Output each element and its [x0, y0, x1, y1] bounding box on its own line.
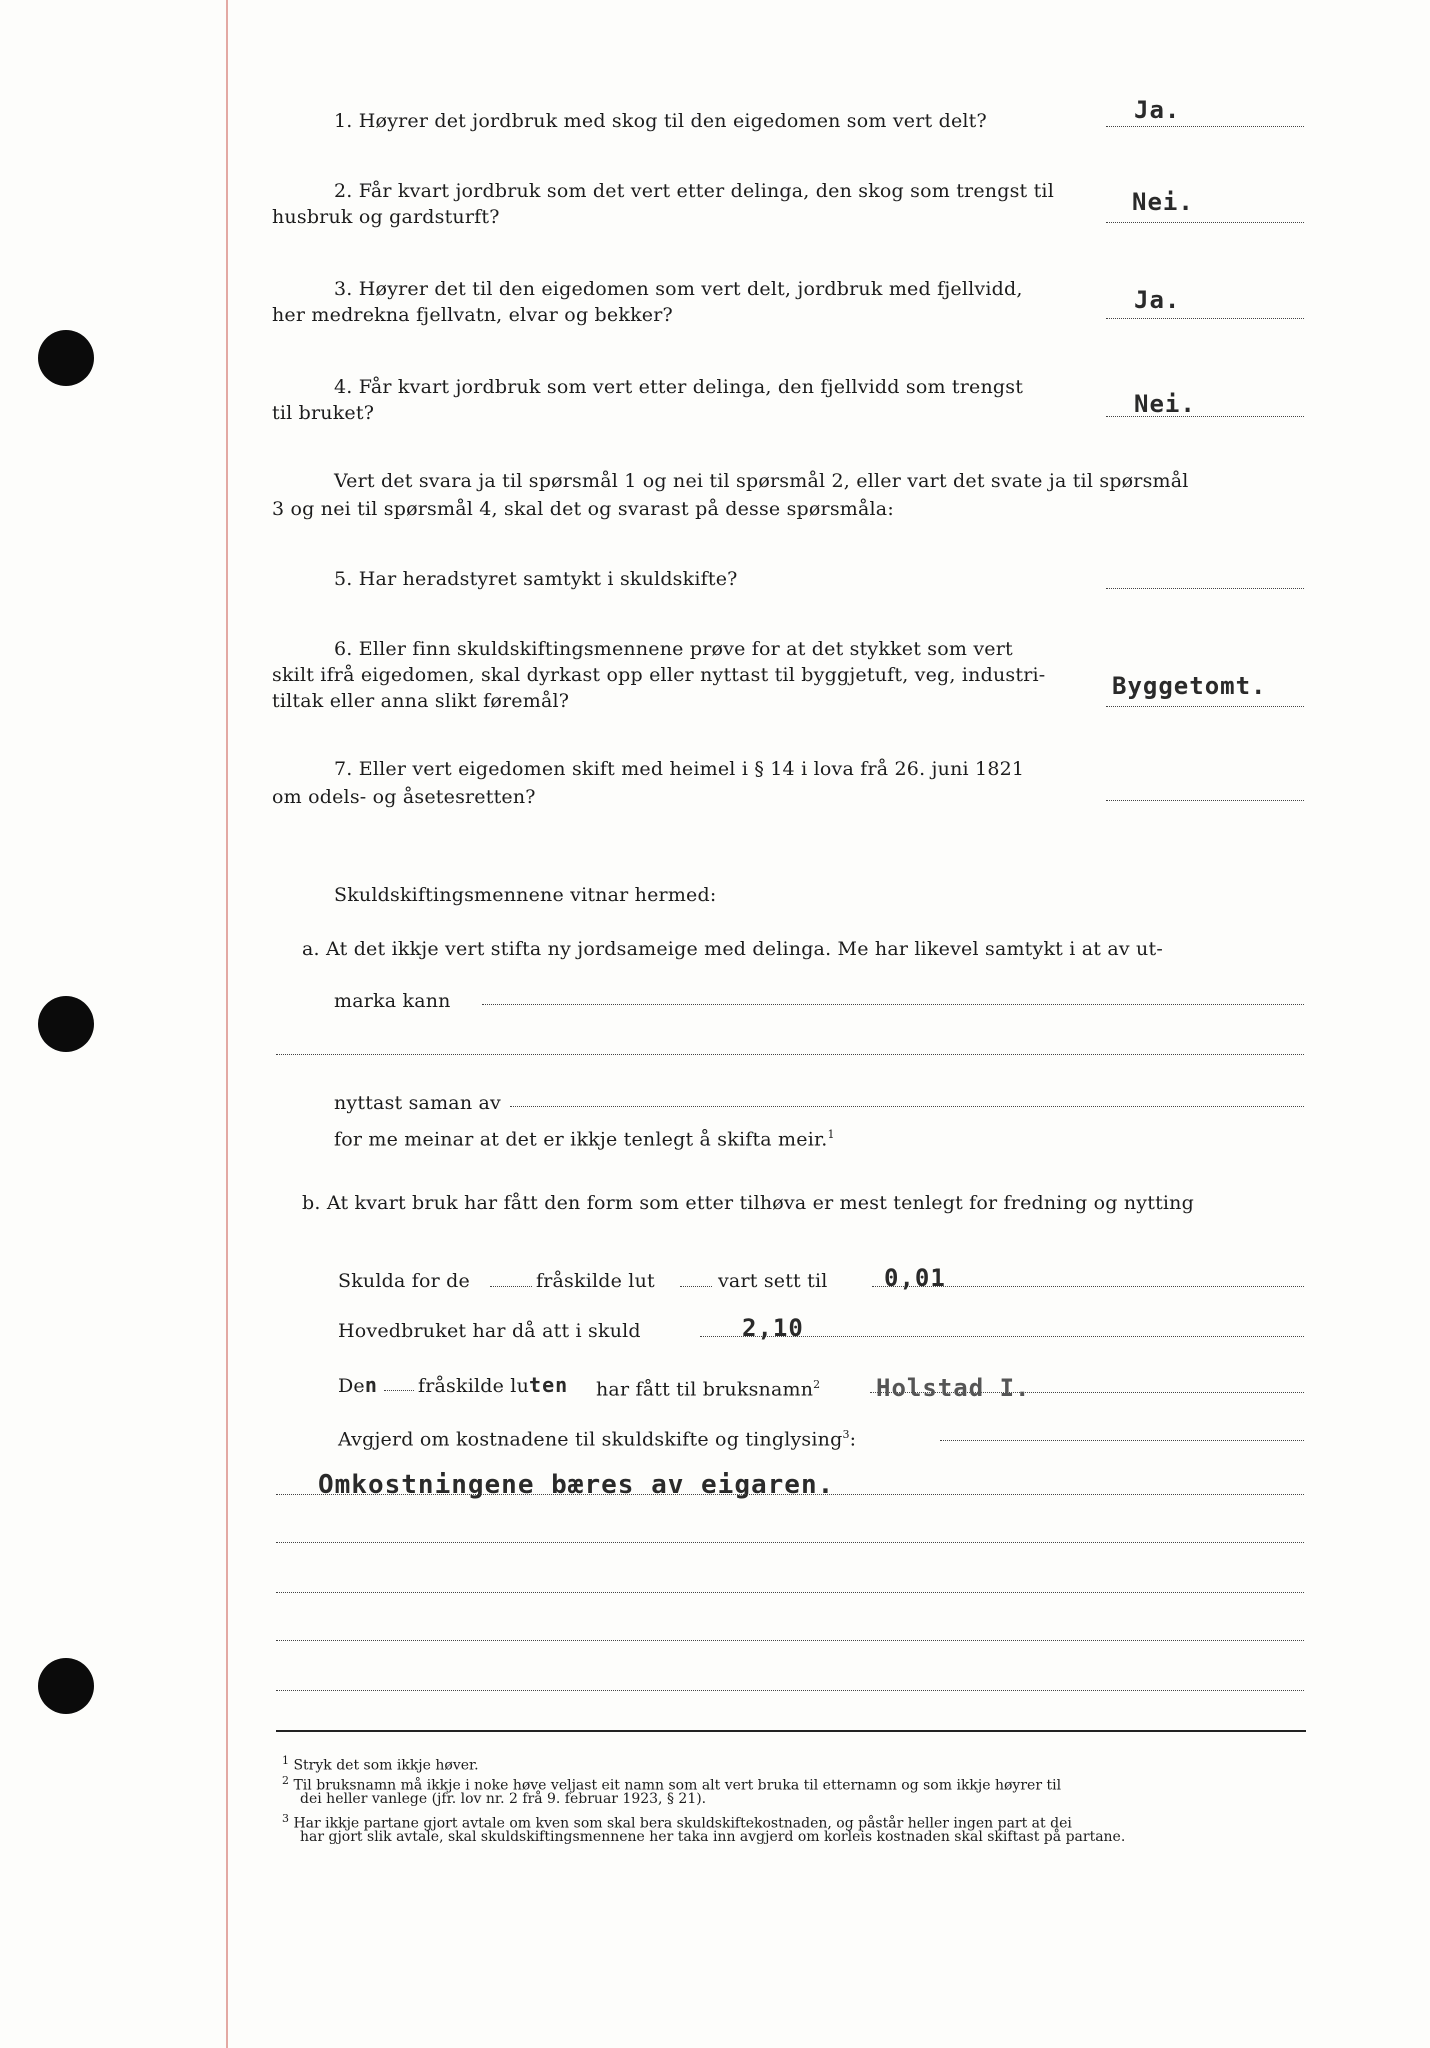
footnote-2-line-2: dei heller vanlege (jfr. lov nr. 2 frå 9. februar 1923, § 21).	[300, 1791, 707, 1807]
item-text: At kvart bruk har fått den form som etter tilhøva er mest tenlegt for fredning og nytting	[326, 1192, 1194, 1214]
fill-in-line	[276, 1592, 1304, 1593]
item-a-line-1	[302, 936, 1163, 962]
fill-in-line	[276, 1542, 1304, 1543]
witness-heading: Skuldskiftingsmennene vitnar hermed:	[334, 884, 717, 906]
text: Avgjerd om kostnadene til skuldskifte og tinglysing	[338, 1428, 843, 1451]
item-text: At det ikkje vert stifta ny jordsameige med delinga. Me har likevel samtykt i at av ut-	[326, 938, 1163, 960]
answer-line	[1106, 126, 1304, 127]
bruksnamn-value: Holstad I.	[876, 1374, 1031, 1402]
question-3-line-2: her medrekna fjellvatn, elvar og bekker?	[272, 304, 673, 326]
kostnader-value: Omkostningene bæres av eigaren.	[318, 1470, 835, 1500]
text: De	[338, 1375, 365, 1397]
colon: :	[849, 1428, 857, 1451]
bruksnamn-mid	[418, 1372, 568, 1399]
question-7-line-1	[334, 756, 1024, 782]
footnote-separator	[276, 1730, 1306, 1732]
answer-line	[1106, 800, 1304, 801]
item-text: for me meinar at det er ikkje tenlegt å skifta meir.	[334, 1128, 828, 1151]
item-a-line-4	[334, 1122, 835, 1152]
item-letter: b.	[302, 1192, 321, 1214]
item-a-line-2: marka kann	[334, 990, 451, 1012]
punch-hole	[38, 996, 94, 1052]
question-text: Får kvart jordbruk som vert etter delinga, den fjellvidd som trengst	[358, 376, 1024, 398]
red-margin-line	[226, 0, 228, 2048]
footnote-mark: 3	[842, 1428, 850, 1441]
footnote-mark: 3	[282, 1812, 289, 1825]
answer-q3: Ja.	[1134, 286, 1181, 314]
fill-in-line	[276, 1690, 1304, 1691]
answer-line	[1106, 222, 1304, 223]
question-6-line-3: tiltak eller anna slikt føremål?	[272, 690, 570, 712]
item-b-line-1	[302, 1190, 1194, 1216]
question-6-line-2: skilt ifrå eigedomen, skal dyrkast opp eller nyttast til byggjetuft, veg, industri-	[272, 664, 1046, 686]
bruksnamn-post	[596, 1372, 820, 1402]
answer-q2: Nei.	[1132, 188, 1194, 216]
question-2-line-1	[334, 178, 1054, 204]
question-5	[334, 566, 738, 592]
answer-q4: Nei.	[1134, 390, 1196, 418]
bruksnamn-line	[338, 1372, 378, 1399]
hovedbruk-label: Hovedbruket har då att i skuld	[338, 1320, 641, 1342]
fill-in-line	[490, 1286, 532, 1287]
footnote-3-line-2: har gjort slik avtale, skal skuldskiftingsmennene her taka inn avgjerd om korleis kostnaden skal skiftast på partane.	[300, 1829, 1126, 1845]
question-number: 3.	[334, 278, 353, 300]
footnote-text: Har ikkje partane gjort avtale om kven som skal bera skuldskiftekostnaden, og påstår heller ingen part at dei	[293, 1815, 1072, 1832]
question-4-line-1	[334, 374, 1023, 400]
fill-in-line	[940, 1440, 1304, 1441]
fill-in-line	[482, 1004, 1304, 1005]
fill-in-line	[276, 1640, 1304, 1641]
footnote-text: Til bruksnamn må ikkje i noke høve veljast eit namn som alt vert bruka til etternamn og som ikkje høyrer til	[293, 1777, 1062, 1794]
fill-in-line	[680, 1286, 712, 1287]
footnote-mark: 2	[813, 1378, 821, 1391]
text: fråskilde lu	[418, 1375, 530, 1397]
conditional-intro-line-2: 3 og nei til spørsmål 4, skal det og svarast på desse spørsmåla:	[272, 498, 894, 520]
answer-line	[1106, 588, 1304, 589]
question-6-line-1	[334, 636, 1013, 662]
footnote-mark: 2	[282, 1774, 289, 1787]
kostnader-label	[338, 1422, 856, 1452]
answer-q6: Byggetomt.	[1112, 672, 1267, 700]
skuld-pre-label: Skulda for de	[338, 1270, 470, 1292]
skuld-post-label: vart sett til	[718, 1270, 828, 1292]
question-text: Eller finn skuldskiftingsmennene prøve for at det stykket som vert	[358, 638, 1013, 660]
punch-hole	[38, 330, 94, 386]
question-number: 7.	[334, 758, 353, 780]
answer-q1: Ja.	[1134, 96, 1181, 124]
question-4-line-2: til bruket?	[272, 402, 375, 424]
footnote-mark: 1	[282, 1754, 289, 1767]
question-text: Eller vert eigedomen skift med heimel i § 14 i lova frå 26. juni 1821	[358, 758, 1025, 780]
question-text: Har heradstyret samtykt i skuldskifte?	[358, 568, 738, 590]
footnote-text: Stryk det som ikkje høver.	[293, 1757, 479, 1774]
item-a-line-3: nyttast saman av	[334, 1092, 501, 1114]
question-number: 4.	[334, 376, 353, 398]
fill-in-line	[276, 1054, 1304, 1055]
fill-in-line	[510, 1106, 1304, 1107]
text: har fått til bruksnamn	[596, 1378, 814, 1401]
question-3-line-1	[334, 276, 1023, 302]
fill-in-line	[384, 1390, 414, 1391]
answer-line	[1106, 706, 1304, 707]
question-number: 6.	[334, 638, 353, 660]
question-text: Høyrer det til den eigedomen som vert delt, jordbruk med fjellvidd,	[358, 278, 1023, 300]
item-letter: a.	[302, 938, 320, 960]
question-number: 5.	[334, 568, 353, 590]
fill-in-line	[276, 1494, 1304, 1495]
hovedbruk-value: 2,10	[742, 1314, 804, 1342]
question-text: Høyrer det jordbruk med skog til den eigedomen som vert delt?	[358, 110, 987, 132]
footnote-mark: 1	[827, 1128, 835, 1141]
answer-line	[1106, 318, 1304, 319]
skuld-value: 0,01	[884, 1264, 946, 1292]
skuld-mid-label: fråskilde lut	[536, 1270, 655, 1292]
question-1	[334, 108, 987, 134]
punch-hole	[38, 1658, 94, 1714]
handwritten-ending: n	[364, 1373, 378, 1397]
question-2-line-2: husbruk og gardsturft?	[272, 206, 500, 228]
question-number: 2.	[334, 180, 353, 202]
question-7-line-2: om odels- og åsetesretten?	[272, 786, 536, 808]
question-number: 1.	[334, 110, 353, 132]
handwritten-ending: ten	[529, 1373, 569, 1397]
question-text: Får kvart jordbruk som det vert etter delinga, den skog som trengst til	[358, 180, 1054, 202]
conditional-intro-line-1: Vert det svara ja til spørsmål 1 og nei til spørsmål 2, eller vart det svate ja til spørsmål	[334, 470, 1189, 492]
